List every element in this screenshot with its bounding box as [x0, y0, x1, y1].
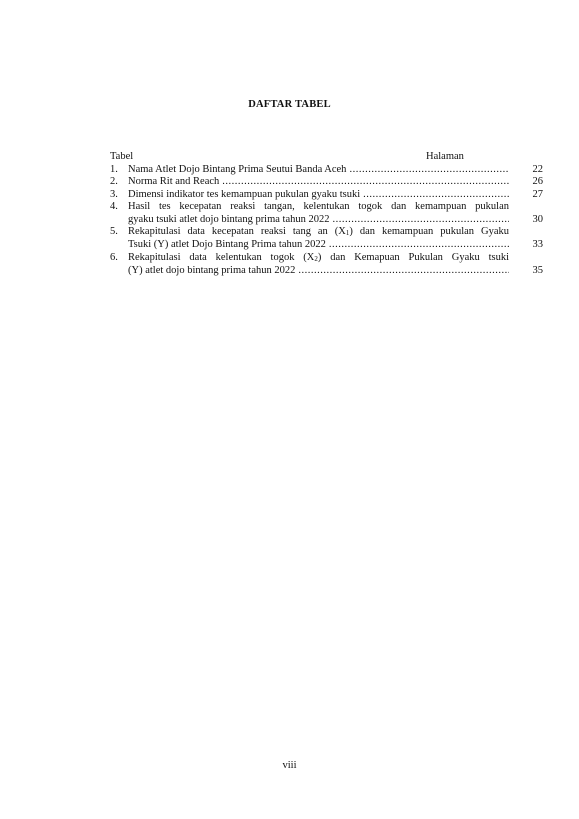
list-item[interactable] — [110, 252, 543, 278]
entry-title: Norma Rit and Reach — [128, 176, 220, 188]
entry-title-line-1 — [128, 226, 509, 239]
entry-number: 5. — [110, 226, 118, 238]
entry-title-part: Rekapitulasi data kecepatan reaksi tang an (X — [128, 226, 346, 238]
entry-title-line-1 — [128, 252, 509, 265]
list-item[interactable] — [110, 176, 543, 188]
entry-title-part: Rekapitulasi data kelentukan togok (X — [128, 251, 315, 263]
entry-title-line-1: Hasil tes kecepatan reaksi tangan, kelentukan togok dan kemampuan pukulan — [128, 201, 509, 213]
entry-title: Nama Atlet Dojo Bintang Prima Seutui Banda Aceh — [128, 164, 347, 175]
entry-title-line-2: gyaku tsuki atlet dojo bintang prima tahun 2022 — [128, 213, 330, 225]
page-title: DAFTAR TABEL — [248, 99, 331, 110]
table-of-tables-list — [110, 164, 543, 278]
dot-leader — [333, 214, 509, 226]
list-item[interactable] — [110, 189, 543, 201]
list-item[interactable] — [110, 201, 543, 226]
subscript: 1 — [345, 229, 350, 238]
entry-title-part: ) dan kemampuan pukulan Gyaku — [349, 226, 509, 238]
dot-leader — [222, 176, 509, 188]
entry-page-number: 22 — [532, 164, 543, 175]
entry-title-line-2: Tsuki (Y) atlet Dojo Bintang Prima tahun 2022 — [128, 239, 326, 251]
entry-page-number: 35 — [532, 265, 543, 277]
column-header-page: Halaman — [426, 151, 464, 162]
entry-title: Dimensi indikator tes kemampuan pukulan gyaku tsuki — [128, 188, 361, 200]
page-number: viii — [282, 760, 297, 771]
column-header-table: Tabel — [110, 151, 134, 162]
subscript: 2 — [314, 254, 318, 263]
dot-leader — [298, 265, 509, 277]
dot-leader — [349, 164, 509, 176]
entry-number: 2. — [110, 176, 118, 188]
entry-number: 6. — [110, 251, 118, 263]
dot-leader — [363, 189, 509, 201]
dot-leader — [329, 239, 509, 251]
entry-page-number: 27 — [532, 188, 543, 200]
entry-title-part: ) dan Kemapuan Pukulan Gyaku tsuki — [317, 251, 509, 263]
entry-number: 4. — [110, 201, 118, 213]
entry-page-number: 26 — [532, 176, 543, 188]
entry-title-line-2: (Y) atlet dojo bintang prima tahun 2022 — [128, 265, 296, 277]
list-item[interactable] — [110, 226, 543, 252]
list-item[interactable] — [110, 164, 543, 176]
entry-number: 3. — [110, 188, 118, 200]
entry-number: 1. — [110, 164, 118, 175]
entry-page-number: 30 — [532, 213, 543, 225]
entry-page-number: 33 — [532, 239, 543, 251]
